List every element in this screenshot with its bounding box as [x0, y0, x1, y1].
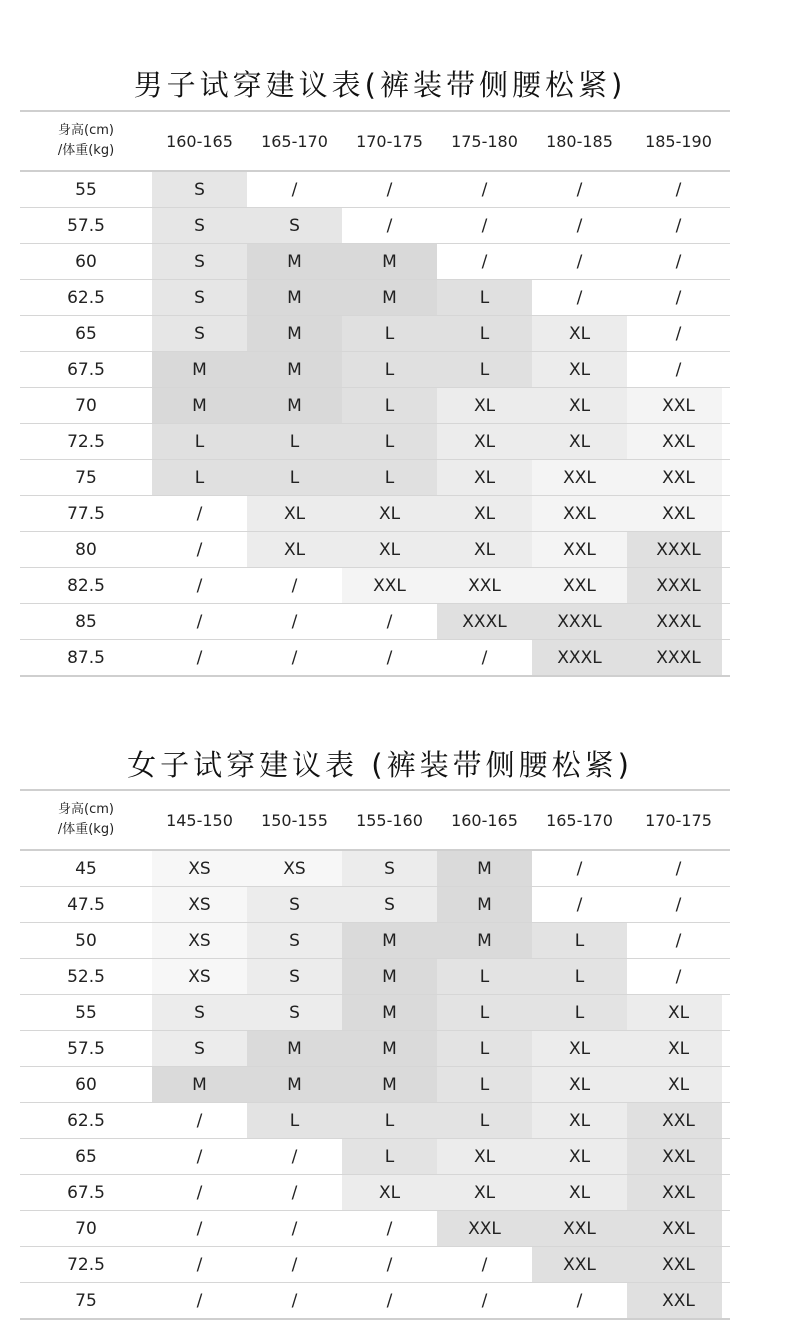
- size-cell: XS: [152, 850, 247, 887]
- size-cell: L: [437, 959, 532, 995]
- size-cell: L: [342, 316, 437, 352]
- size-cell: M: [247, 244, 342, 280]
- size-cell: S: [247, 208, 342, 244]
- size-cell: L: [342, 424, 437, 460]
- size-cell: /: [342, 1211, 437, 1247]
- size-cell: XL: [532, 1175, 627, 1211]
- size-cell: L: [532, 923, 627, 959]
- weight-cell: 55: [20, 995, 152, 1031]
- size-cell: XXL: [437, 1211, 532, 1247]
- table-row: [20, 995, 730, 1031]
- size-cell: XL: [627, 995, 730, 1031]
- size-cell: /: [437, 640, 532, 677]
- table-row: [20, 171, 730, 208]
- size-cell: XL: [247, 496, 342, 532]
- size-cell: XL: [342, 496, 437, 532]
- size-cell: XXL: [627, 388, 730, 424]
- size-cell: L: [342, 1139, 437, 1175]
- size-cell: XL: [342, 532, 437, 568]
- size-cell: XL: [437, 532, 532, 568]
- size-cell: M: [247, 316, 342, 352]
- weight-cell: 50: [20, 923, 152, 959]
- size-cell: S: [152, 280, 247, 316]
- size-cell: XS: [152, 923, 247, 959]
- height-range-header: 185-190: [627, 111, 730, 171]
- size-cell: S: [342, 850, 437, 887]
- size-cell: S: [247, 887, 342, 923]
- size-cell: M: [247, 1067, 342, 1103]
- size-cell: XL: [437, 1139, 532, 1175]
- women-header-row: [20, 790, 730, 850]
- height-range-header: 150-155: [247, 790, 342, 850]
- size-cell: XXL: [627, 496, 730, 532]
- men-size-table: [20, 110, 730, 677]
- size-cell: XXXL: [627, 568, 730, 604]
- height-range-header: 145-150: [152, 790, 247, 850]
- size-cell: M: [152, 388, 247, 424]
- size-cell: /: [247, 1247, 342, 1283]
- size-cell: XXL: [627, 1211, 730, 1247]
- table-row: [20, 959, 730, 995]
- weight-cell: 65: [20, 1139, 152, 1175]
- size-cell: XXL: [627, 1175, 730, 1211]
- height-range-header: 180-185: [532, 111, 627, 171]
- weight-cell: 80: [20, 532, 152, 568]
- size-cell: XXL: [532, 1211, 627, 1247]
- table-row: [20, 850, 730, 887]
- size-cell: L: [342, 1103, 437, 1139]
- height-range-header: 165-170: [532, 790, 627, 850]
- size-cell: XXL: [532, 568, 627, 604]
- size-cell: /: [342, 640, 437, 677]
- size-cell: M: [247, 352, 342, 388]
- size-cell: L: [152, 424, 247, 460]
- size-cell: /: [247, 1175, 342, 1211]
- size-cell: /: [152, 568, 247, 604]
- weight-label: /体重(kg): [57, 143, 115, 158]
- size-cell: L: [342, 460, 437, 496]
- size-cell: XL: [342, 1175, 437, 1211]
- size-cell: /: [532, 1283, 627, 1320]
- size-cell: M: [247, 388, 342, 424]
- weight-cell: 70: [20, 388, 152, 424]
- size-cell: XXXL: [627, 604, 730, 640]
- size-cell: /: [342, 1283, 437, 1320]
- size-cell: /: [627, 280, 730, 316]
- size-cell: /: [437, 1247, 532, 1283]
- size-cell: /: [532, 280, 627, 316]
- women-table-title: 女子试穿建议表 (裤装带侧腰松紧): [127, 748, 633, 783]
- weight-cell: 47.5: [20, 887, 152, 923]
- weight-cell: 72.5: [20, 1247, 152, 1283]
- size-cell: S: [152, 171, 247, 208]
- size-cell: XL: [532, 388, 627, 424]
- size-cell: /: [437, 1283, 532, 1320]
- size-cell: /: [627, 959, 730, 995]
- size-cell: M: [247, 280, 342, 316]
- size-cell: /: [342, 171, 437, 208]
- weight-cell: 82.5: [20, 568, 152, 604]
- size-cell: L: [437, 352, 532, 388]
- size-cell: S: [152, 995, 247, 1031]
- size-cell: S: [152, 316, 247, 352]
- size-cell: XXL: [627, 1283, 730, 1320]
- size-cell: XXL: [342, 568, 437, 604]
- size-cell: /: [152, 532, 247, 568]
- weight-cell: 67.5: [20, 352, 152, 388]
- table-row: [20, 1103, 730, 1139]
- men-table-body: [20, 171, 730, 676]
- weight-cell: 52.5: [20, 959, 152, 995]
- size-cell: /: [152, 1175, 247, 1211]
- corner-header: [20, 790, 152, 850]
- table-row: [20, 280, 730, 316]
- size-cell: /: [532, 887, 627, 923]
- size-cell: L: [437, 1103, 532, 1139]
- table-row: [20, 1247, 730, 1283]
- size-cell: L: [437, 995, 532, 1031]
- table-row: [20, 1283, 730, 1320]
- size-cell: M: [342, 1031, 437, 1067]
- table-row: [20, 1139, 730, 1175]
- corner-header: [20, 111, 152, 171]
- size-cell: XXL: [627, 1247, 730, 1283]
- table-row: [20, 568, 730, 604]
- size-cell: XXXL: [627, 532, 730, 568]
- size-cell: /: [342, 1247, 437, 1283]
- size-cell: XL: [437, 460, 532, 496]
- size-cell: M: [437, 850, 532, 887]
- size-cell: M: [342, 923, 437, 959]
- women-table-body: [20, 850, 730, 1319]
- size-cell: XXL: [627, 1103, 730, 1139]
- size-cell: XXL: [532, 496, 627, 532]
- size-cell: S: [152, 1031, 247, 1067]
- size-cell: XXXL: [532, 640, 627, 677]
- size-cell: /: [437, 171, 532, 208]
- height-range-header: 170-175: [342, 111, 437, 171]
- height-range-header: 170-175: [627, 790, 730, 850]
- weight-cell: 77.5: [20, 496, 152, 532]
- size-cell: XXXL: [437, 604, 532, 640]
- weight-cell: 57.5: [20, 208, 152, 244]
- size-cell: L: [247, 460, 342, 496]
- weight-cell: 75: [20, 460, 152, 496]
- size-cell: L: [342, 388, 437, 424]
- size-cell: /: [152, 640, 247, 677]
- height-range-header: 175-180: [437, 111, 532, 171]
- weight-cell: 62.5: [20, 280, 152, 316]
- weight-cell: 45: [20, 850, 152, 887]
- size-cell: M: [342, 959, 437, 995]
- weight-cell: 87.5: [67, 647, 105, 668]
- size-cell: /: [532, 244, 627, 280]
- size-cell: /: [627, 887, 730, 923]
- table-row: [20, 532, 730, 568]
- weight-cell: 70: [20, 1211, 152, 1247]
- table-row: [20, 1175, 730, 1211]
- size-cell: /: [247, 1283, 342, 1320]
- size-cell: M: [342, 1067, 437, 1103]
- size-cell: /: [247, 640, 342, 677]
- size-cell: S: [152, 244, 247, 280]
- size-cell: /: [152, 1103, 247, 1139]
- size-cell: /: [627, 923, 730, 959]
- weight-cell: 55: [20, 171, 152, 208]
- size-cell: /: [247, 568, 342, 604]
- table-row: [20, 496, 730, 532]
- size-cell: M: [342, 244, 437, 280]
- table-row: [20, 388, 730, 424]
- size-cell: /: [627, 850, 730, 887]
- table-row: [20, 424, 730, 460]
- height-range-header: 160-165: [152, 111, 247, 171]
- size-cell: /: [532, 850, 627, 887]
- men-table-title: 男子试穿建议表(裤装带侧腰松紧): [133, 68, 627, 103]
- size-cell: M: [437, 887, 532, 923]
- weight-cell: 57.5: [20, 1031, 152, 1067]
- size-cell: L: [247, 424, 342, 460]
- size-cell: /: [627, 352, 730, 388]
- size-cell: /: [152, 1247, 247, 1283]
- size-cell: M: [152, 352, 247, 388]
- size-cell: XL: [627, 1031, 730, 1067]
- height-label: 身高(cm): [58, 802, 114, 817]
- size-cell: S: [247, 923, 342, 959]
- size-cell: S: [247, 959, 342, 995]
- size-cell: XXL: [532, 532, 627, 568]
- size-cell: XL: [532, 1067, 627, 1103]
- size-cell: M: [247, 1031, 342, 1067]
- size-cell: /: [152, 1139, 247, 1175]
- size-cell: /: [152, 496, 247, 532]
- size-cell: XXXL: [532, 604, 627, 640]
- weight-cell: 75: [75, 1290, 97, 1311]
- size-cell: /: [627, 171, 730, 208]
- size-cell: L: [437, 280, 532, 316]
- table-row: [20, 887, 730, 923]
- size-cell: XXL: [627, 1139, 730, 1175]
- weight-cell: 85: [20, 604, 152, 640]
- size-cell: /: [247, 604, 342, 640]
- size-cell: M: [342, 995, 437, 1031]
- size-cell: S: [152, 208, 247, 244]
- height-label: 身高(cm): [58, 123, 114, 138]
- size-cell: L: [437, 316, 532, 352]
- size-cell: XXXL: [627, 640, 730, 677]
- size-cell: L: [342, 352, 437, 388]
- weight-cell: 60: [20, 244, 152, 280]
- size-cell: /: [247, 1139, 342, 1175]
- size-cell: XL: [247, 532, 342, 568]
- size-cell: /: [627, 316, 730, 352]
- table-row: [20, 604, 730, 640]
- weight-cell: 67.5: [20, 1175, 152, 1211]
- size-cell: /: [627, 244, 730, 280]
- size-cell: XL: [532, 424, 627, 460]
- weight-label: /体重(kg): [57, 822, 115, 837]
- weight-cell: 65: [20, 316, 152, 352]
- size-cell: M: [437, 923, 532, 959]
- table-row: [20, 1031, 730, 1067]
- women-size-table: [20, 789, 730, 1320]
- size-cell: XL: [437, 1175, 532, 1211]
- size-cell: XS: [152, 887, 247, 923]
- table-row: [20, 460, 730, 496]
- height-range-header: 155-160: [342, 790, 437, 850]
- men-header-row: [20, 111, 730, 171]
- table-row: [20, 316, 730, 352]
- height-range-header: 160-165: [437, 790, 532, 850]
- size-cell: XS: [152, 959, 247, 995]
- size-cell: XXL: [627, 424, 730, 460]
- table-row: [20, 208, 730, 244]
- weight-cell: 72.5: [20, 424, 152, 460]
- size-cell: L: [532, 995, 627, 1031]
- height-range-header: 165-170: [247, 111, 342, 171]
- size-cell: XXL: [627, 460, 730, 496]
- size-cell: M: [342, 280, 437, 316]
- table-row: [20, 352, 730, 388]
- table-row: [20, 1211, 730, 1247]
- size-cell: /: [152, 1283, 247, 1320]
- size-cell: XL: [532, 1139, 627, 1175]
- table-row: [20, 923, 730, 959]
- size-cell: M: [152, 1067, 247, 1103]
- size-cell: XL: [532, 316, 627, 352]
- size-cell: /: [532, 208, 627, 244]
- size-cell: XL: [437, 496, 532, 532]
- size-cell: XL: [437, 388, 532, 424]
- size-cell: XXL: [532, 460, 627, 496]
- table-row: [20, 1067, 730, 1103]
- size-cell: /: [152, 604, 247, 640]
- size-cell: L: [152, 460, 247, 496]
- size-cell: XL: [532, 1103, 627, 1139]
- size-cell: /: [247, 1211, 342, 1247]
- size-cell: /: [437, 208, 532, 244]
- table-row: [20, 640, 730, 677]
- size-cell: XL: [532, 1031, 627, 1067]
- size-cell: L: [247, 1103, 342, 1139]
- size-cell: XL: [532, 352, 627, 388]
- size-cell: XL: [627, 1067, 730, 1103]
- size-cell: L: [532, 959, 627, 995]
- size-cell: L: [437, 1067, 532, 1103]
- size-cell: /: [152, 1211, 247, 1247]
- size-cell: /: [437, 244, 532, 280]
- size-cell: S: [247, 995, 342, 1031]
- size-cell: XL: [437, 424, 532, 460]
- size-cell: XXL: [532, 1247, 627, 1283]
- size-cell: XXL: [437, 568, 532, 604]
- size-cell: /: [342, 208, 437, 244]
- size-cell: /: [247, 171, 342, 208]
- table-row: [20, 244, 730, 280]
- size-cell: /: [342, 604, 437, 640]
- weight-cell: 62.5: [20, 1103, 152, 1139]
- size-cell: L: [437, 1031, 532, 1067]
- weight-cell: 60: [20, 1067, 152, 1103]
- size-cell: /: [532, 171, 627, 208]
- size-cell: S: [342, 887, 437, 923]
- size-cell: XS: [247, 850, 342, 887]
- size-cell: /: [627, 208, 730, 244]
